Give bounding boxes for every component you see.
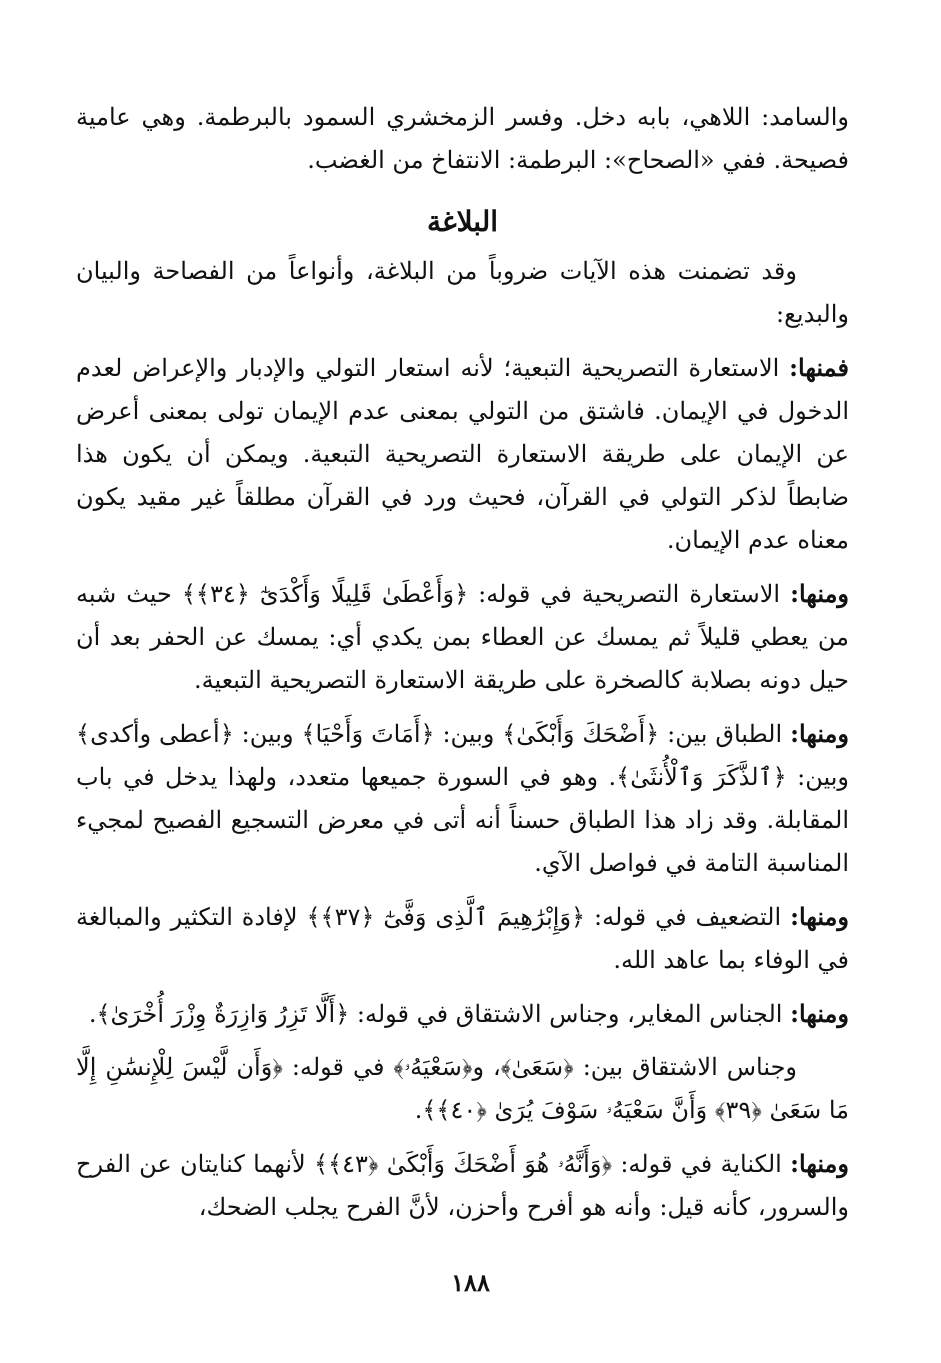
paragraph-derivation: وجناس الاشتقاق بين: ﴿سَعَىٰ﴾، و﴿سَعْيَهُۥ﴾ في قوله: ﴿وَأَن لَّيْسَ لِلْإِنسَٰنِ إِلَّا مَا سَعَىٰ ﴿٣٩﴾ وَأَنَّ سَعْيَهُۥ سَوْفَ يُرَىٰ ﴿٤٠﴾﴾. [76, 1053, 849, 1124]
paragraph-intensification [76, 895, 849, 982]
paragraph-body: التضعيف في قوله: ﴿وَإِبْرَٰهِيمَ ٱلَّذِى وَفَّىٰٓ ﴿٣٧﴾﴾ لإفادة التكثير والمبالغة في الوفاء بما عاهد الله. [76, 903, 849, 974]
paragraph-metaphor [76, 346, 849, 562]
paragraph-body: الاستعارة التصريحية التبعية؛ لأنه استعار التولي والإدبار والإعراض لعدم الدخول في الإيمان. فاشتق من التولي بمعنى عدم الإيمان تولى بمعنى أعرض عن الإيمان على طريقة الاستعارة التصريحية التبعية. ويمكن أن يكون هذا ضابطاً لذكر التولي في القرآن، فحيث ورد في القرآن مطلقاً غير مقيد يكون معناه عدم الإيمان. [76, 354, 849, 554]
paragraph-metonymy [76, 1142, 849, 1229]
page-number: ١٨٨ [451, 1268, 490, 1297]
paragraph-body: الجناس المغاير، وجناس الاشتقاق في قوله: ﴿أَلَّا تَزِرُ وَازِرَةٌ وِزْرَ أُخْرَىٰ﴾. [88, 1000, 791, 1028]
paragraph-metaphor-verse [76, 572, 849, 702]
paragraph-body: الطباق بين: ﴿أَضْحَكَ وَأَبْكَىٰ﴾ وبين: ﴿أَمَاتَ وَأَحْيَا﴾ وبين: ﴿أعطى وأكدى﴾ وبين: ﴿ٱلذَّكَرَ وَٱلْأُنثَىٰ﴾. وهو في السورة جميعها متعدد، ولهذا يدخل في باب المقابلة. وقد زاد هذا الطباق حسناً أنه أتى في معرض التسجيع الفصيح لمجيء المناسبة التامة في فواصل الآي. [76, 720, 849, 877]
paragraph-lead: ومنها: [790, 719, 849, 748]
paragraph-lead: ومنها: [790, 999, 849, 1028]
paragraph-body: الكناية في قوله: ﴿وَأَنَّهُۥ هُوَ أَضْحَكَ وَأَبْكَىٰ ﴿٤٣﴾﴾ لأنهما كنايتان عن الفرح والسرور، كأنه قيل: وأنه هو أفرح وأحزن، لأنَّ الفرح يجلب الضحك، [76, 1150, 849, 1221]
paragraph-definition: والسامد: اللاهي، بابه دخل. وفسر الزمخشري السمود بالبرطمة. وهي عامية فصيحة. ففي «الصحاح»: البرطمة: الانتفاخ من الغضب. [76, 103, 849, 174]
paragraph-lead: ومنها: [790, 902, 849, 931]
paragraph-intro: وقد تضمنت هذه الآيات ضروباً من البلاغة، وأنواعاً من الفصاحة والبيان والبديع: [76, 257, 849, 328]
paragraph-lead: ومنها: [790, 1149, 849, 1178]
paragraph-lead: ومنها: [790, 579, 850, 608]
paragraph-lead: فمنها: [789, 353, 849, 382]
paragraph-antithesis [76, 712, 849, 885]
section-heading: البلاغة [426, 205, 499, 238]
paragraph-body: الاستعارة التصريحية في قوله: ﴿وَأَعْطَىٰ قَلِيلًا وَأَكْدَىٰٓ ﴿٣٤﴾﴾ حيث شبه من يعطي قليلاً ثم يمسك عن العطاء بمن يكدي أي: يمسك عن الحفر بعد أن حيل دونه بصلابة كالصخرة على طريقة الاستعارة التصريحية التبعية. [76, 580, 849, 694]
paragraph-paronomasia [76, 992, 849, 1036]
